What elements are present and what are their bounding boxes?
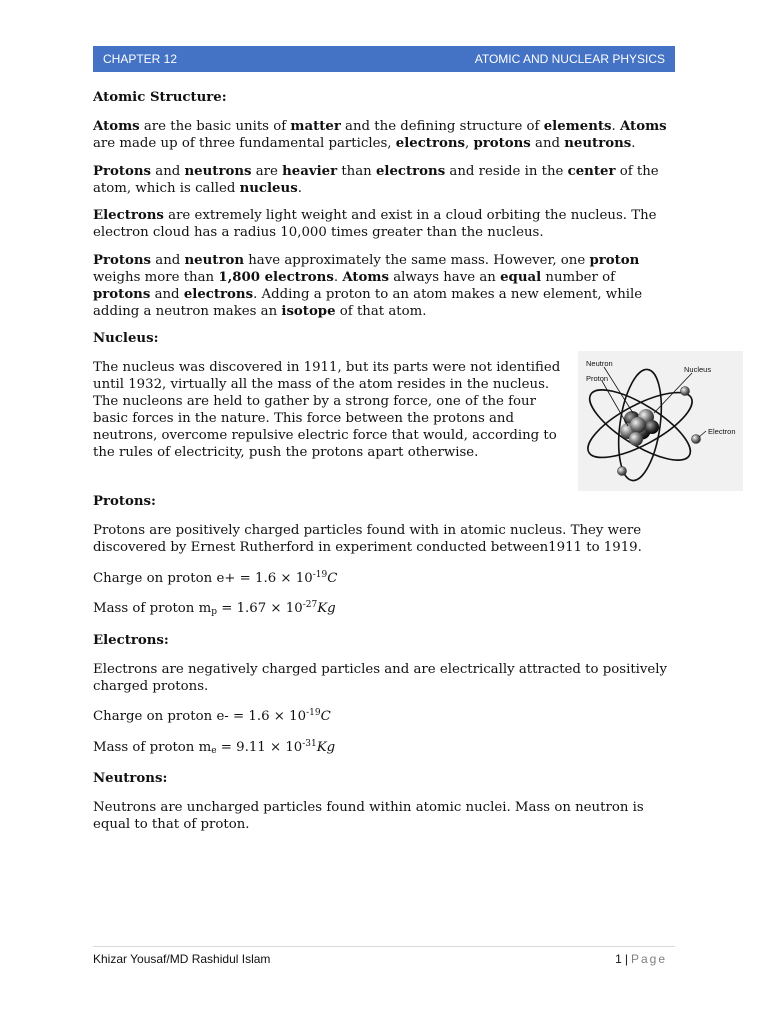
nucleus-section [93,359,736,483]
proton-mass-formula [93,597,675,621]
page-word: Page [630,951,667,966]
proton-label: Proton [586,374,609,383]
text-run: are extremely light weight and exist in a cloud orbiting the nucleus. The electron cloud has a radius 10,000 times greater than the nucleus. [93,208,657,240]
text-run: . [631,136,636,151]
text-run: and [151,252,185,268]
bold-term: protons [93,286,151,302]
electron-charge-formula [93,705,675,725]
bold-term: neutrons [184,163,252,179]
page-footer [93,946,675,966]
formula-text: Charge on proton e- = 1.6 × 10 [93,709,307,724]
exponent: -31 [302,738,317,749]
neutrons-paragraph: Neutrons are uncharged particles found within atomic nuclei. Mass on neutron is equal to that of proton. [93,800,644,832]
text-run: . [333,269,343,285]
exponent: -27 [302,600,318,610]
exponent: -19 [312,569,328,580]
bold-term: electrons [183,286,254,302]
neutron-label: Neutron [586,359,613,368]
unit: C [327,570,338,586]
text-run: number of [541,269,616,285]
electron-label: Electron [708,427,736,436]
atomic-structure-paragraph-3 [93,207,675,241]
bold-term: nucleus [239,180,298,196]
formula-text: Mass of proton m [93,739,212,755]
text-run: are the basic units of [139,119,291,134]
exponent: -19 [306,708,321,718]
unit: Kg [317,601,336,616]
text-run: are made up of three fundamental particles, [93,136,396,151]
text-run: and [530,136,565,151]
protons-paragraph: Protons are positively charged particles found with in atomic nucleus. They were discovered by Ernest Rutherford in experiment conducted between1911 to 1919. [93,523,642,555]
text-run: and reside in the [445,163,568,179]
text-run: , [464,136,474,151]
protons-heading: Protons: [93,494,156,509]
unit: Kg [316,739,336,755]
bold-term: neutron [184,252,244,268]
text-run: and the defining structure of [340,119,544,134]
text-run: and [151,163,185,179]
bold-term: protons [473,136,531,151]
unit: C [320,709,331,724]
atomic-structure-paragraph-2 [93,163,675,197]
bold-term: electrons [375,163,446,179]
subscript: p [211,607,217,617]
bold-term: neutrons [564,136,632,151]
formula-text: = 9.11 × 10 [216,739,303,755]
nucleus-label: Nucleus [684,365,712,374]
text-run: have approximately the same mass. However, one [244,252,590,268]
electrons-heading: Electrons: [93,632,169,648]
bold-term: Protons [93,252,152,268]
bold-term: heavier [282,163,338,179]
atomic-structure-paragraph-1 [93,118,675,152]
text-run: . Adding a proton to an atom makes a new element, while adding a neutron makes an [93,286,643,319]
page-separator: | [624,951,628,966]
proton-charge-formula [93,567,675,587]
electron-mass-formula [93,736,675,760]
text-run: of the atom, which is called [93,163,659,196]
atom-diagram [578,351,743,491]
formula-text: Mass of proton m [93,601,212,616]
text-run: . [611,119,620,134]
text-run: always have an [388,269,501,285]
page-content [93,89,736,844]
chapter-title: ATOMIC AND NUCLEAR PHYSICS [474,52,665,66]
bold-term: Atoms [342,269,389,285]
bold-term: Atoms [619,119,667,134]
text-run: than [337,163,376,179]
atomic-structure-heading: Atomic Structure: [93,90,227,105]
footer-authors: Khizar Yousaf/MD Rashidul Islam [93,951,271,966]
text-run: weighs more than [93,269,219,285]
text-run: of that atom. [335,303,427,319]
page-number: 1 [615,951,622,966]
bold-term: matter [290,119,341,134]
electrons-paragraph: Electrons are negatively charged particles and are electrically attracted to positively charged protons. [93,661,668,694]
neutrons-heading: Neutrons: [93,771,168,786]
bold-term: center [567,163,616,179]
bold-term: electrons [395,136,465,151]
bold-term: proton [589,252,640,268]
bold-term: isotope [281,303,336,319]
formula-text: = 1.67 × 10 [216,601,303,616]
subscript: e [211,745,217,756]
atomic-structure-paragraph-4 [93,252,675,320]
formula-text: Charge on proton e+ = 1.6 × 10 [93,570,313,586]
text-run: are [251,163,283,179]
bold-term: equal [500,269,542,285]
nucleus-paragraph: The nucleus was discovered in 1911, but its parts were not identified until 1932, virtually all the mass of the atom resides in the nucleus. The nucleons are held to gather by a strong force, one of the four basic forces in the nature. This force between the protons and neutrons, overcome repulsive electric force that would, according to the rules of electricity, push the protons apart otherwise. [93,360,561,460]
bold-term: Electrons [93,208,164,223]
bold-term: elements [543,119,612,134]
text-run: . [297,180,302,196]
atom-diagram-figure [578,351,743,491]
bold-term: 1,800 electrons [218,269,334,285]
chapter-label: CHAPTER 12 [103,52,178,66]
bold-term: Protons [93,163,152,179]
bold-term: Atoms [93,119,140,134]
chapter-header-bar [93,46,675,72]
text-run: and [150,286,184,302]
nucleus-heading: Nucleus: [93,331,159,346]
page-indicator [615,952,667,966]
